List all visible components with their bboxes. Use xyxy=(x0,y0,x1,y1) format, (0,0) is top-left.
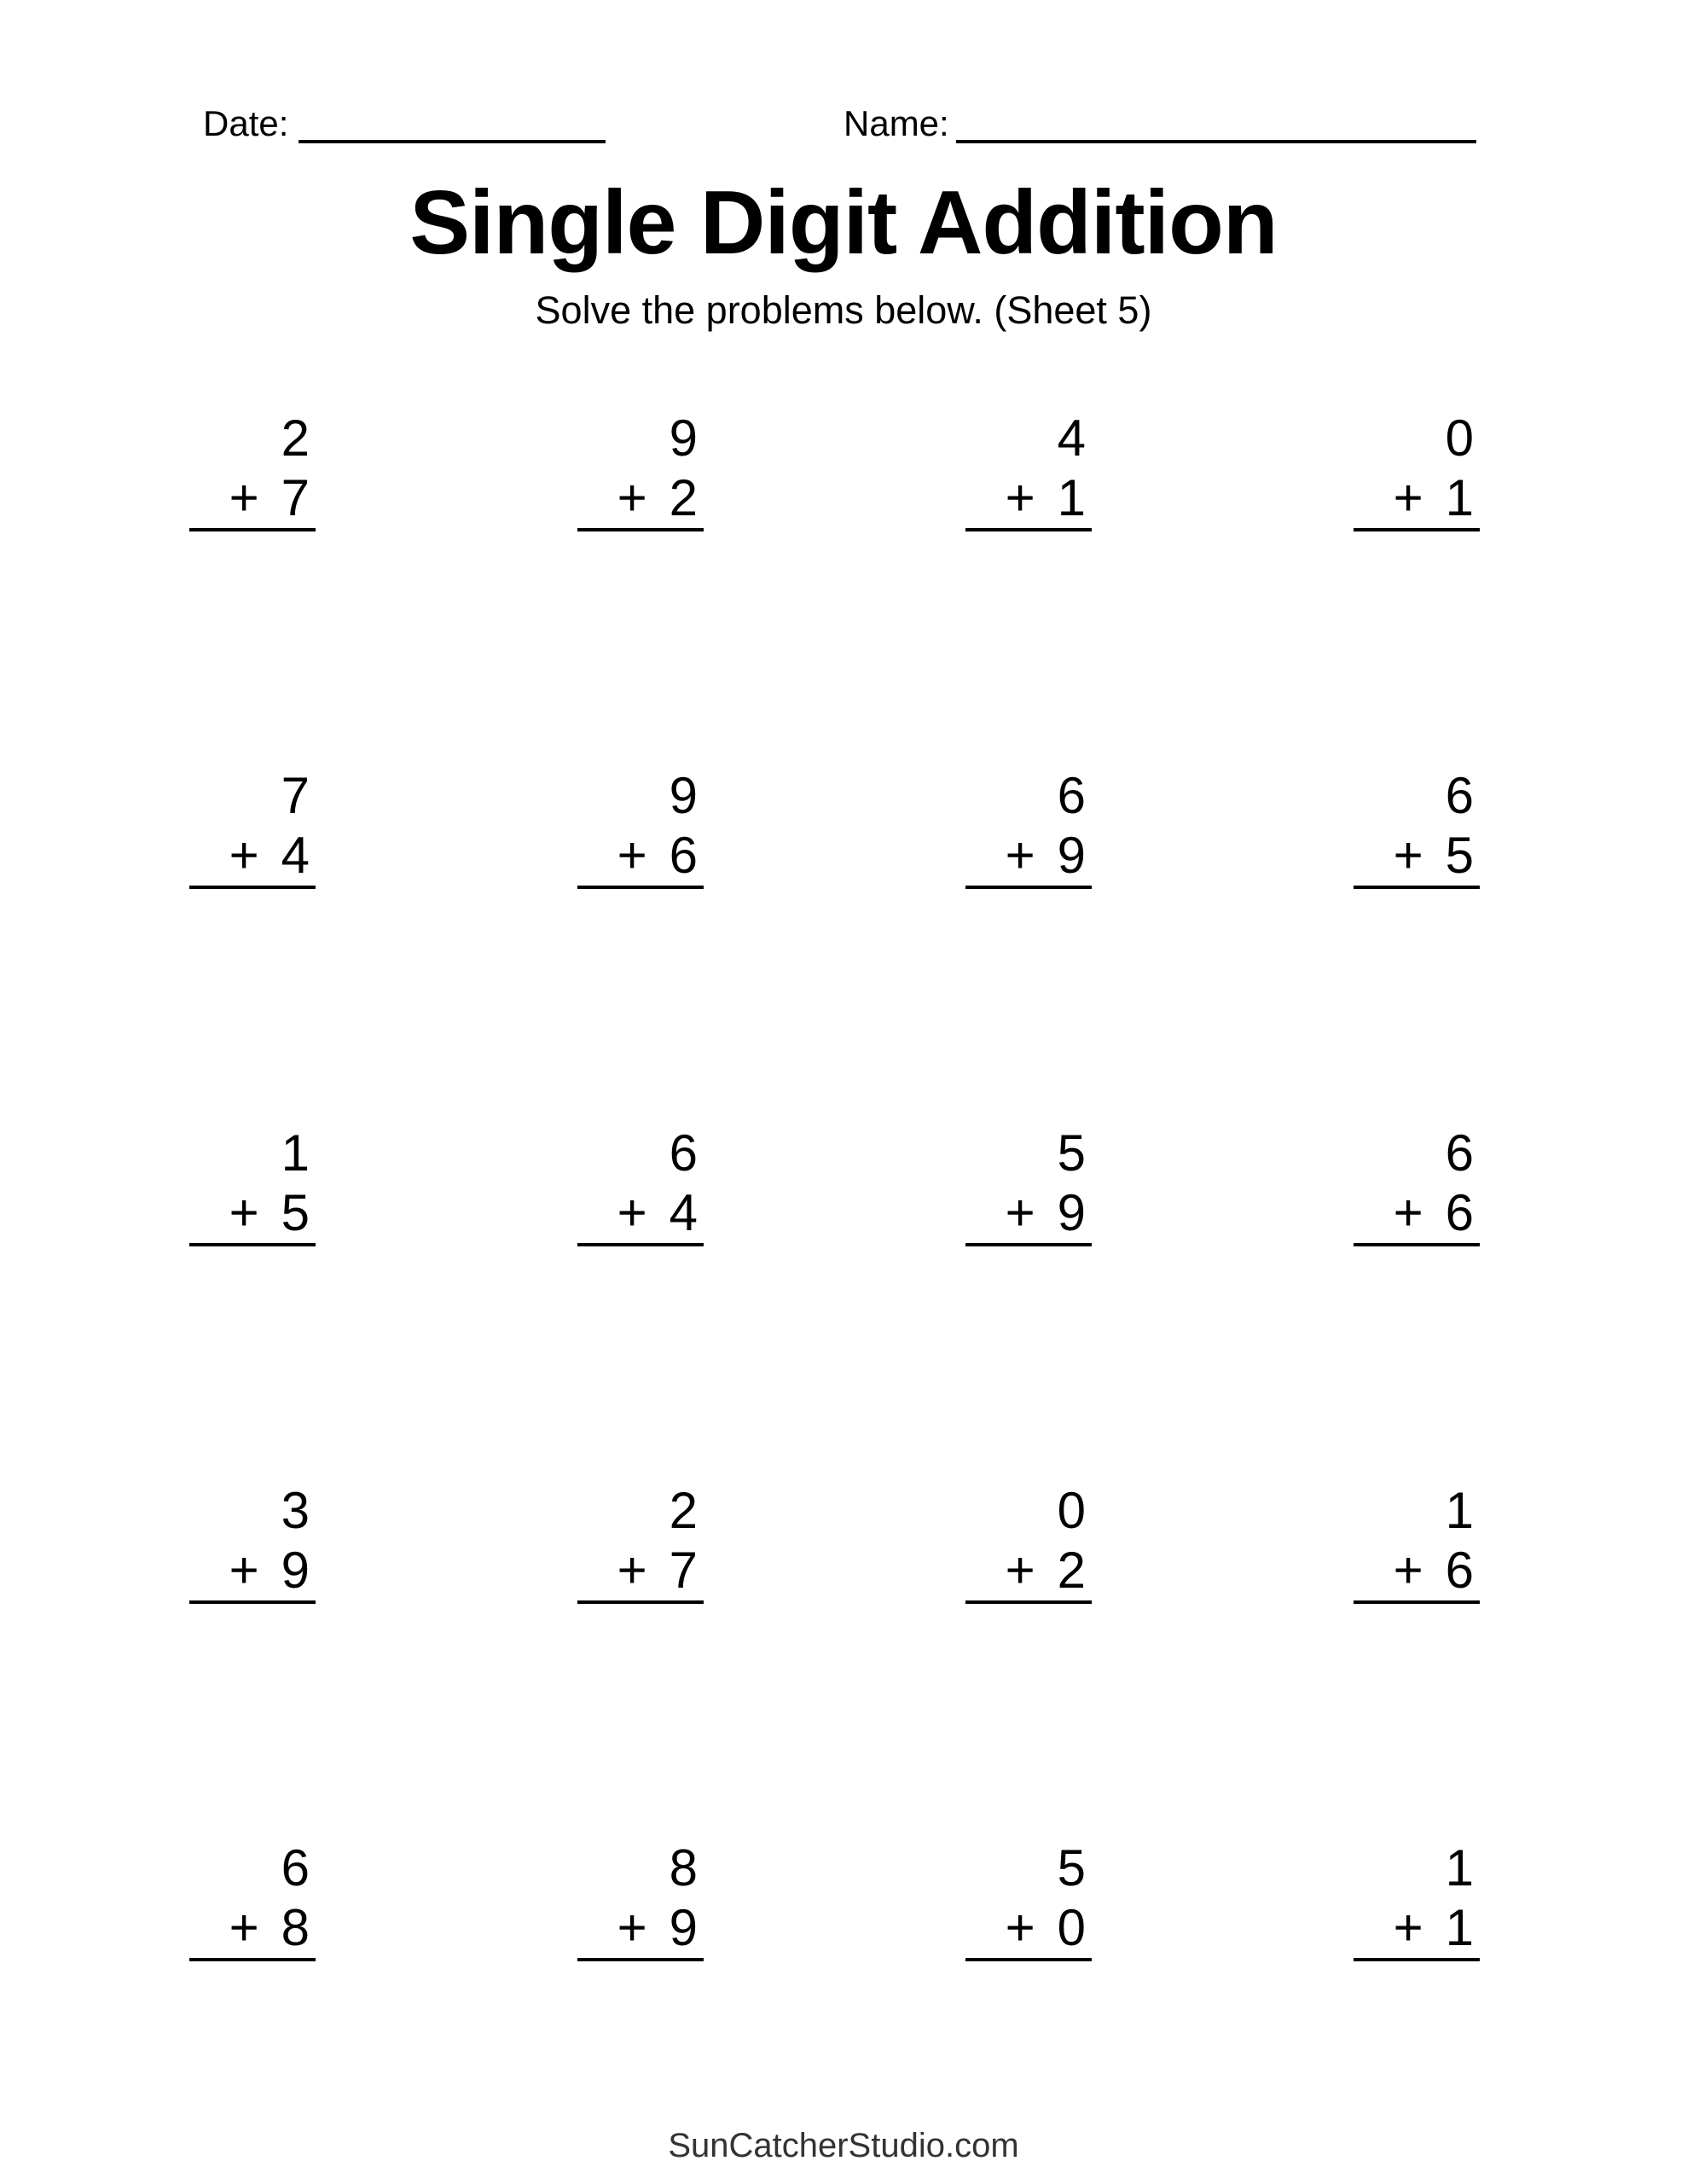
plus-operator: + xyxy=(229,1184,259,1241)
bottom-addend-row xyxy=(189,826,316,886)
addition-problem xyxy=(965,409,1092,531)
worksheet-instructions: Solve the problems below. (Sheet 5) xyxy=(535,288,1152,332)
answer-line xyxy=(577,1243,704,1246)
bottom-addend-row xyxy=(965,826,1092,886)
top-addend: 1 xyxy=(281,1124,310,1182)
name-label: Name: xyxy=(844,103,949,143)
top-addend: 9 xyxy=(669,767,698,824)
bottom-addend: 4 xyxy=(281,827,310,884)
top-addend: 1 xyxy=(1445,1482,1474,1539)
plus-operator: + xyxy=(229,1542,259,1599)
top-addend: 4 xyxy=(1057,410,1086,467)
bottom-addend: 8 xyxy=(281,1899,310,1956)
addition-problem xyxy=(577,1124,704,1246)
problems-grid xyxy=(189,409,1480,1961)
answer-line xyxy=(577,886,704,889)
addition-problem xyxy=(965,1838,1092,1961)
top-addend: 6 xyxy=(1445,1124,1474,1182)
bottom-addend-row xyxy=(965,1541,1092,1600)
answer-line xyxy=(1354,1958,1480,1961)
top-addend: 1 xyxy=(1445,1839,1474,1896)
plus-operator: + xyxy=(1005,1184,1035,1241)
addition-problem xyxy=(965,1124,1092,1246)
answer-line xyxy=(965,1243,1092,1246)
bottom-addend: 5 xyxy=(1445,827,1474,884)
bottom-addend-row xyxy=(1354,468,1480,528)
bottom-addend: 1 xyxy=(1445,1899,1474,1956)
bottom-addend-row xyxy=(965,1898,1092,1958)
bottom-addend: 7 xyxy=(281,469,310,526)
plus-operator: + xyxy=(1393,1184,1423,1241)
plus-operator: + xyxy=(1005,1542,1035,1599)
addition-problem xyxy=(577,409,704,531)
plus-operator: + xyxy=(617,1899,647,1956)
name-blank-line xyxy=(956,104,1476,143)
answer-line xyxy=(965,528,1092,531)
bottom-addend: 9 xyxy=(669,1899,698,1956)
bottom-addend-row xyxy=(1354,826,1480,886)
bottom-addend: 9 xyxy=(1057,1184,1086,1241)
bottom-addend-row xyxy=(189,1898,316,1958)
worksheet-title: Single Digit Addition xyxy=(409,172,1278,273)
addition-problem xyxy=(1354,1838,1480,1961)
addition-problem xyxy=(1354,409,1480,531)
bottom-addend-row xyxy=(1354,1898,1480,1958)
plus-operator: + xyxy=(617,1184,647,1241)
addition-problem xyxy=(1354,1124,1480,1246)
plus-operator: + xyxy=(1005,827,1035,884)
addition-problem xyxy=(189,409,316,531)
top-addend: 6 xyxy=(669,1124,698,1182)
addition-problem xyxy=(965,766,1092,889)
answer-line xyxy=(189,1600,316,1604)
top-addend: 6 xyxy=(1057,767,1086,824)
top-addend: 6 xyxy=(1445,767,1474,824)
answer-line xyxy=(1354,886,1480,889)
bottom-addend-row xyxy=(189,468,316,528)
top-addend: 0 xyxy=(1445,410,1474,467)
addition-problem xyxy=(189,1838,316,1961)
top-addend: 8 xyxy=(669,1839,698,1896)
answer-line xyxy=(1354,1600,1480,1604)
top-addend: 3 xyxy=(281,1482,310,1539)
plus-operator: + xyxy=(1005,469,1035,526)
bottom-addend-row xyxy=(577,1541,704,1600)
bottom-addend-row xyxy=(189,1541,316,1600)
bottom-addend: 2 xyxy=(669,469,698,526)
top-addend: 0 xyxy=(1057,1482,1086,1539)
plus-operator: + xyxy=(617,1542,647,1599)
top-addend: 6 xyxy=(281,1839,310,1896)
bottom-addend: 2 xyxy=(1057,1542,1086,1599)
answer-line xyxy=(965,1958,1092,1961)
answer-line xyxy=(189,1958,316,1961)
addition-problem xyxy=(189,1481,316,1604)
top-addend: 7 xyxy=(281,767,310,824)
bottom-addend: 5 xyxy=(281,1184,310,1241)
answer-line xyxy=(577,528,704,531)
bottom-addend-row xyxy=(965,1183,1092,1243)
bottom-addend: 4 xyxy=(669,1184,698,1241)
plus-operator: + xyxy=(229,469,259,526)
top-addend: 5 xyxy=(1057,1124,1086,1182)
answer-line xyxy=(1354,528,1480,531)
footer-website: SunCatcherStudio.com xyxy=(668,2127,1019,2164)
bottom-addend-row xyxy=(577,1898,704,1958)
plus-operator: + xyxy=(229,1899,259,1956)
bottom-addend: 6 xyxy=(1445,1542,1474,1599)
name-field-group xyxy=(844,104,1476,143)
addition-problem xyxy=(1354,1481,1480,1604)
bottom-addend: 9 xyxy=(1057,827,1086,884)
plus-operator: + xyxy=(1393,1899,1423,1956)
plus-operator: + xyxy=(229,827,259,884)
addition-problem xyxy=(577,1481,704,1604)
bottom-addend: 0 xyxy=(1057,1899,1086,1956)
date-blank-line xyxy=(299,104,606,143)
addition-problem xyxy=(1354,766,1480,889)
bottom-addend: 9 xyxy=(281,1542,310,1599)
plus-operator: + xyxy=(1393,827,1423,884)
plus-operator: + xyxy=(1393,469,1423,526)
plus-operator: + xyxy=(1005,1899,1035,1956)
answer-line xyxy=(577,1600,704,1604)
answer-line xyxy=(189,1243,316,1246)
answer-line xyxy=(965,1600,1092,1604)
addition-problem xyxy=(189,766,316,889)
bottom-addend-row xyxy=(577,1183,704,1243)
answer-line xyxy=(965,886,1092,889)
bottom-addend-row xyxy=(577,468,704,528)
bottom-addend: 7 xyxy=(669,1542,698,1599)
bottom-addend-row xyxy=(1354,1541,1480,1600)
top-addend: 9 xyxy=(669,410,698,467)
addition-problem xyxy=(189,1124,316,1246)
plus-operator: + xyxy=(1393,1542,1423,1599)
bottom-addend-row xyxy=(189,1183,316,1243)
bottom-addend: 6 xyxy=(669,827,698,884)
answer-line xyxy=(189,886,316,889)
bottom-addend: 6 xyxy=(1445,1184,1474,1241)
addition-problem xyxy=(577,1838,704,1961)
top-addend: 2 xyxy=(281,410,310,467)
answer-line xyxy=(577,1958,704,1961)
bottom-addend-row xyxy=(1354,1183,1480,1243)
bottom-addend-row xyxy=(577,826,704,886)
plus-operator: + xyxy=(617,469,647,526)
date-field-group xyxy=(203,104,606,143)
top-addend: 5 xyxy=(1057,1839,1086,1896)
answer-line xyxy=(189,528,316,531)
bottom-addend: 1 xyxy=(1057,469,1086,526)
top-addend: 2 xyxy=(669,1482,698,1539)
addition-problem xyxy=(965,1481,1092,1604)
bottom-addend-row xyxy=(965,468,1092,528)
date-label: Date: xyxy=(203,103,289,143)
addition-problem xyxy=(577,766,704,889)
answer-line xyxy=(1354,1243,1480,1246)
bottom-addend: 1 xyxy=(1445,469,1474,526)
plus-operator: + xyxy=(617,827,647,884)
